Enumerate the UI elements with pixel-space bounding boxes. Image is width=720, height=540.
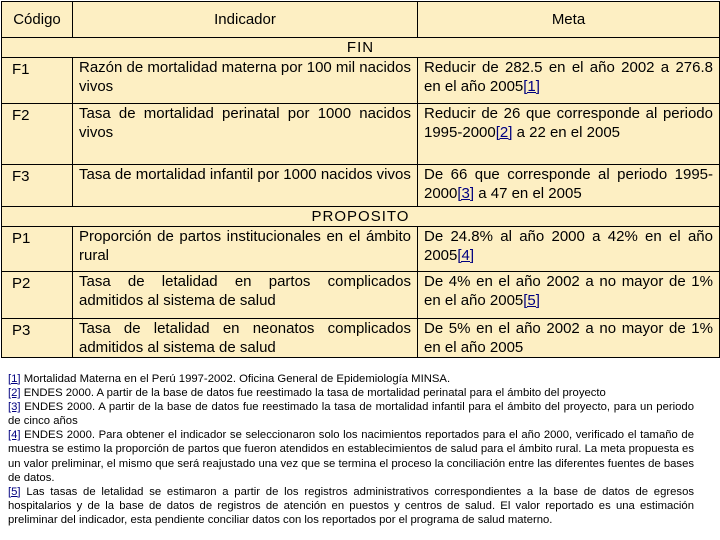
footnote-1: [1] Mortalidad Materna en el Perú 1997-2002. Oficina General de Epidemiología MINSA. (8, 373, 451, 385)
footnote-ref-2[interactable]: [2] (8, 387, 21, 400)
row-code: F1 (2, 58, 73, 104)
footnote-4: [4] ENDES 2000. Para obtener el indicador se seleccionaron solo los nacimientos reportados para el año 2000, verificado el tamaño de muestra se estimo la proporción de partos que fueron atendidos en establecimientos de salud para el ámbito rural. La meta propuesta es un valor preliminar, el mismo que será reajustado una vez que se termina el proceso la conciliación entre las diferentes fuentes de bases de datos. (8, 429, 694, 484)
row-code: F2 (2, 104, 73, 165)
footnote-link[interactable]: [3] (457, 185, 475, 202)
footnote-link[interactable]: [5] (523, 292, 540, 309)
row-indicator: Proporción de partos institucionales en el ámbito rural (73, 227, 418, 272)
row-code: F3 (2, 165, 73, 207)
row-goal: Reducir de 26 que corresponde al periodo 1995-2000[2] a 22 en el 2005 (418, 104, 720, 165)
header-goal: Meta (418, 2, 720, 38)
header-indicator: Indicador (73, 2, 418, 38)
section-proposito: PROPOSITO (2, 207, 720, 227)
row-goal: De 4% en el año 2002 a no mayor de 1% en el año 2005[5] (418, 272, 720, 319)
table-row (2, 319, 720, 358)
row-indicator: Tasa de mortalidad perinatal por 1000 nacidos vivos (73, 104, 418, 165)
row-indicator: Razón de mortalidad materna por 100 mil nacidos vivos (73, 58, 418, 104)
table-row (2, 227, 720, 272)
row-code: P3 (2, 319, 73, 358)
row-code: P2 (2, 272, 73, 319)
footnotes (8, 372, 694, 527)
row-goal: Reducir de 282.5 en el año 2002 a 276.8 en el año 2005[1] (418, 58, 720, 104)
table-row (2, 58, 720, 104)
indicators-table (1, 1, 720, 358)
table-row (2, 272, 720, 319)
table-row (2, 104, 720, 165)
footnote-link[interactable]: [4] (457, 247, 475, 264)
footnote-link[interactable]: [1] (523, 78, 540, 95)
row-code: P1 (2, 227, 73, 272)
row-indicator: Tasa de letalidad en partos complicados admitidos al sistema de salud (73, 272, 418, 319)
row-goal: De 66 que corresponde al periodo 1995-2000[3] a 47 en el 2005 (418, 165, 720, 207)
row-goal: De 24.8% al año 2000 a 42% en el año 2005[4] (418, 227, 720, 272)
row-goal: De 5% en el año 2002 a no mayor de 1% en el año 2005 (418, 319, 720, 358)
table-row (2, 165, 720, 207)
footnote-3: [3] ENDES 2000. A partir de la base de datos fue reestimado la tasa de mortalidad infantil para el ámbito del proyecto, para un periodo de cinco años (8, 401, 694, 428)
footnote-link[interactable]: [2] (495, 124, 513, 141)
footnote-5: [5] Las tasas de letalidad se estimaron a partir de los registros administrativos correspondientes a la base de datos de egresos hospitalarios y de la base de datos de registros de atención en puestos y centros de salud. El valor reportado es una estimación preliminar del indicador, esta pendiente conciliar datos con los reportados por el programa de salud materno. (8, 485, 694, 526)
footnote-ref-1[interactable]: [1] (8, 373, 21, 385)
row-indicator: Tasa de mortalidad infantil por 1000 nacidos vivos (73, 165, 418, 207)
section-fin: FIN (2, 38, 720, 58)
footnote-ref-4[interactable]: [4] (8, 429, 21, 442)
footnote-ref-5[interactable]: [5] (8, 485, 21, 498)
footnote-2: [2] ENDES 2000. A partir de la base de datos fue reestimado la tasa de mortalidad perinatal para el ámbito del proyecto (8, 387, 606, 400)
row-indicator: Tasa de letalidad en neonatos complicados admitidos al sistema de salud (73, 319, 418, 358)
footnote-ref-3[interactable]: [3] (8, 401, 21, 414)
header-code: Código (2, 2, 73, 38)
